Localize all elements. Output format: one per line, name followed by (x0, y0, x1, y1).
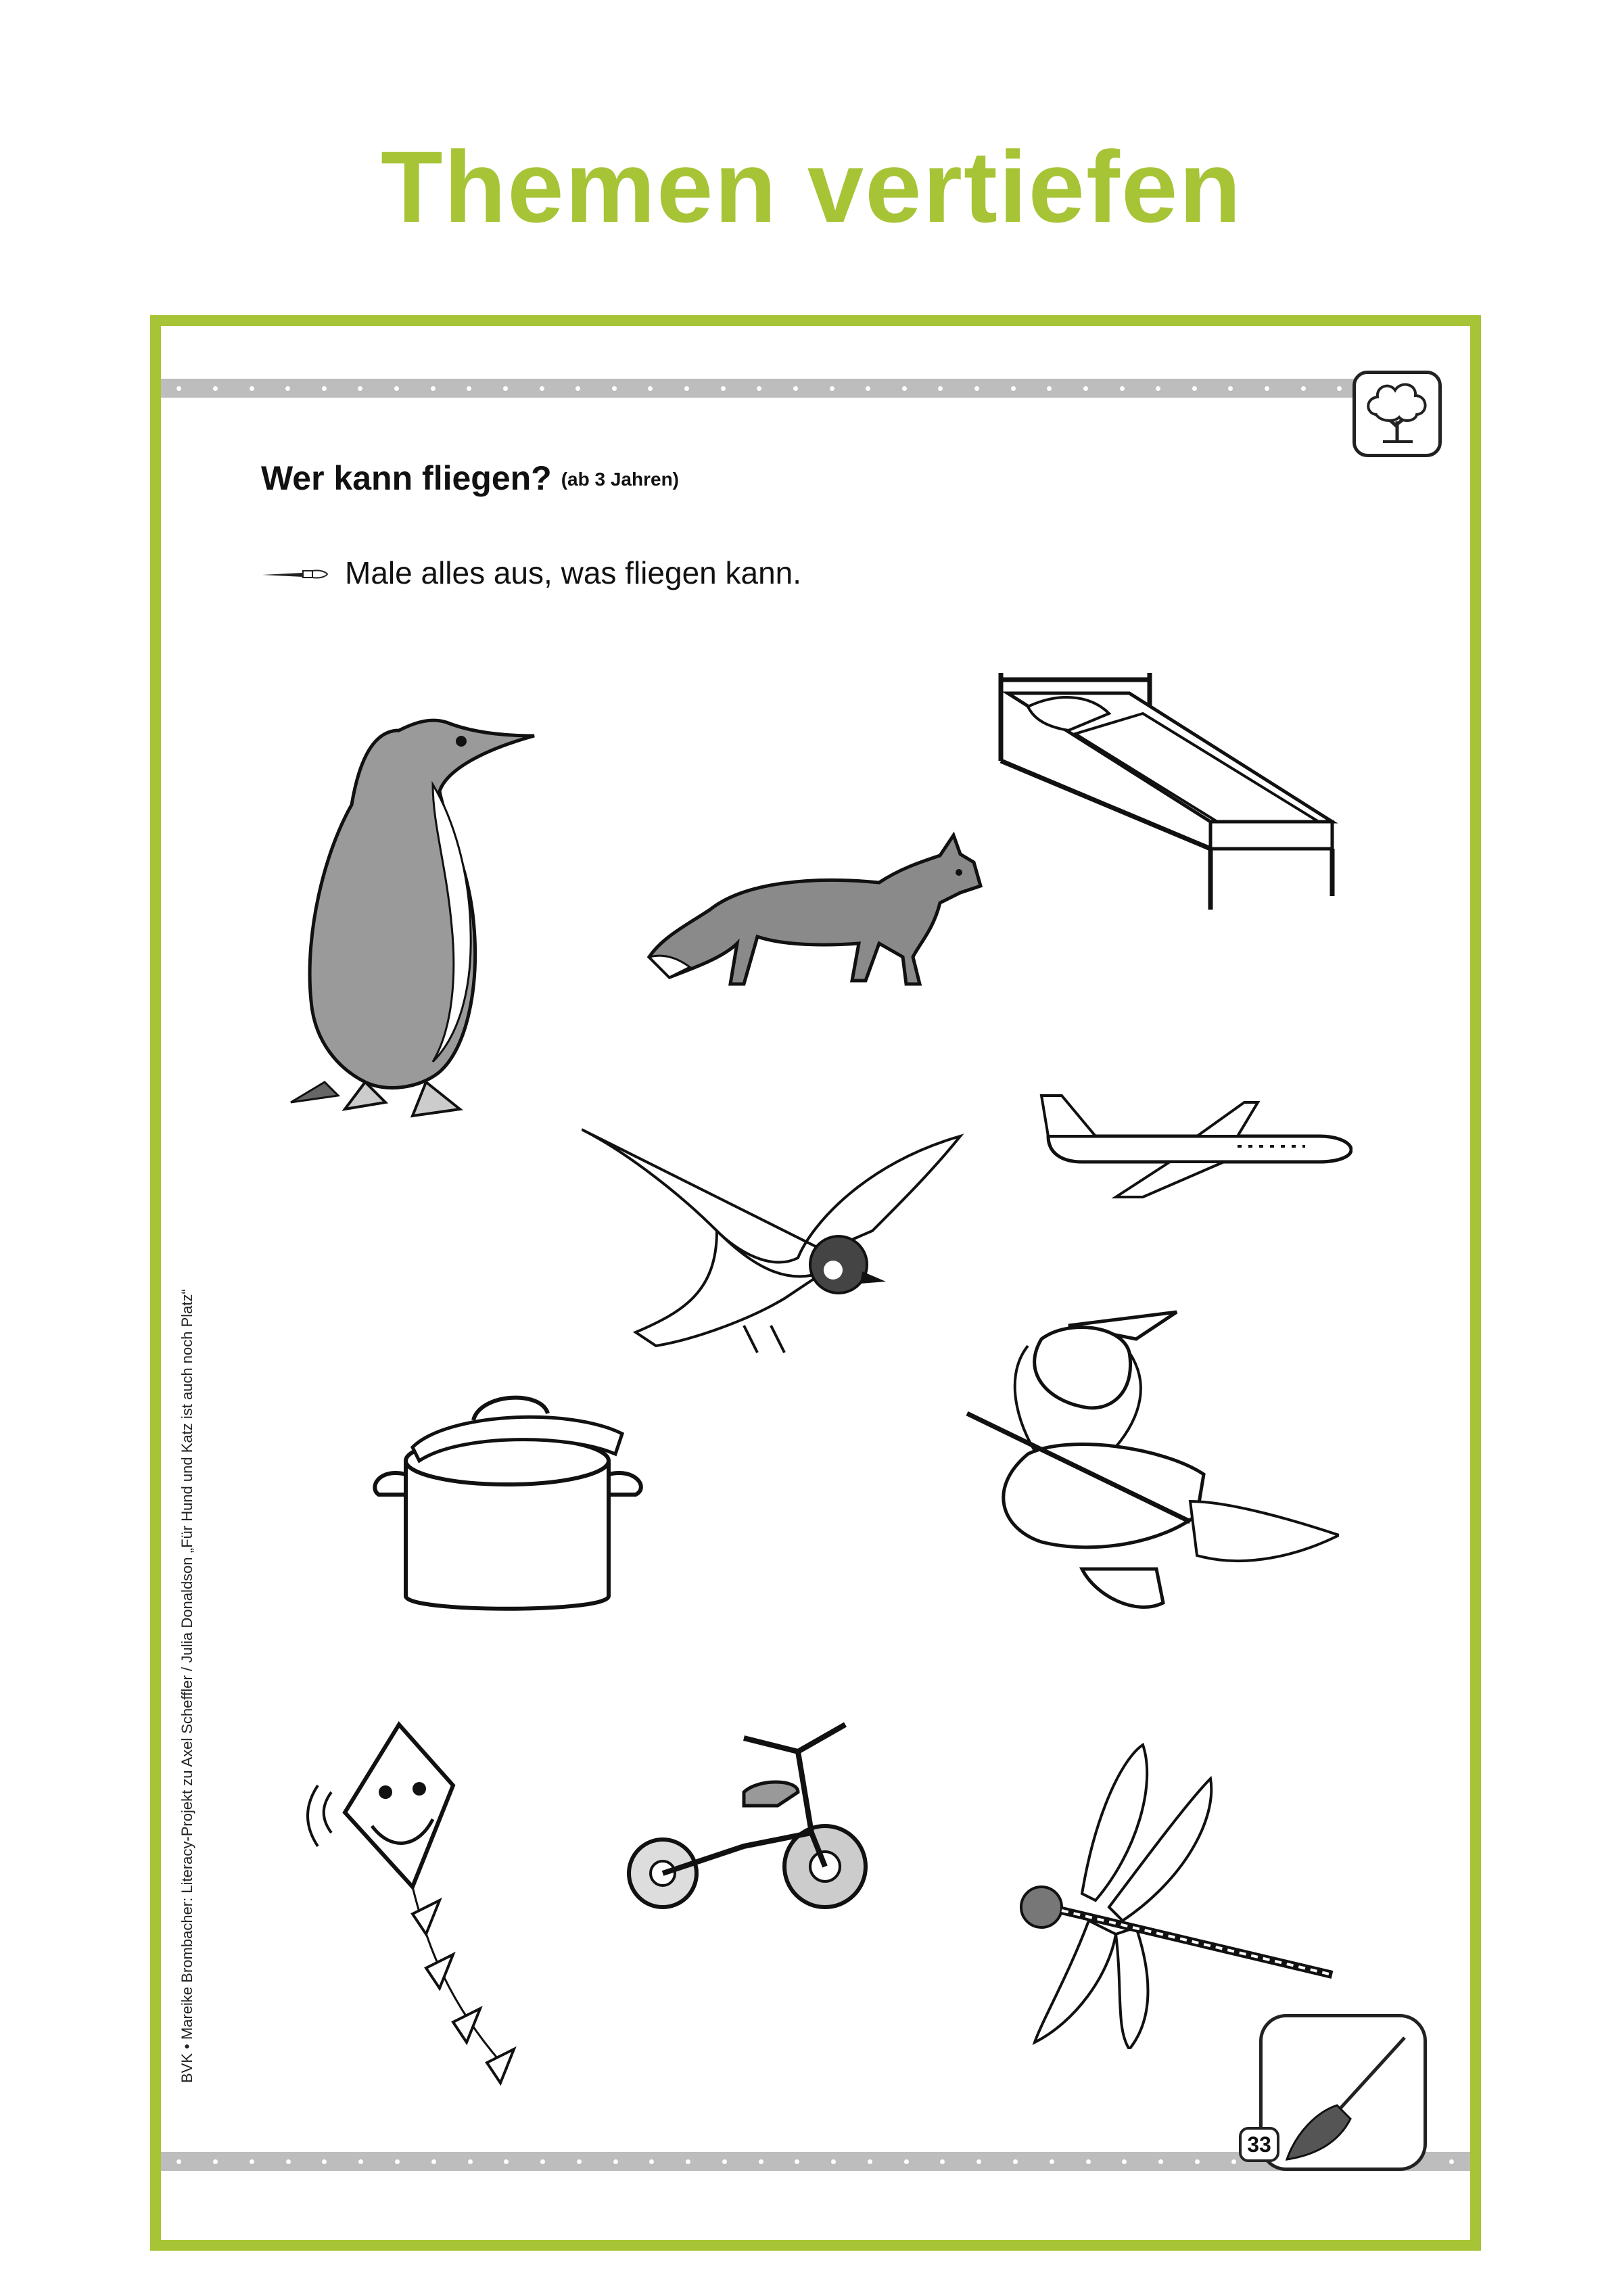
copyright-credit: BVK • Mareike Brombacher: Literacy-Projekt zu Axel Scheffler / Julia Donaldson „Für Hund und Katz ist auch noch Platz“ (179, 1289, 195, 2083)
dragonfly-illustration[interactable] (1014, 1731, 1339, 2049)
tricycle-illustration[interactable] (622, 1711, 879, 1914)
bird-illustration[interactable] (582, 1123, 974, 1366)
page-number: 33 (1239, 2127, 1279, 2162)
tree-badge (1352, 371, 1442, 457)
title-text: Wer kann fliegen? (261, 459, 552, 497)
tree-icon (1356, 374, 1438, 454)
top-dot-band (161, 379, 1358, 398)
witch-on-broom-illustration[interactable] (960, 1298, 1339, 1650)
penguin-illustration[interactable] (277, 703, 541, 1123)
broom-badge (1259, 2014, 1427, 2171)
fox-illustration[interactable] (636, 822, 994, 998)
cooking-pot-illustration[interactable] (365, 1393, 669, 1623)
page-heading: Themen vertiefen (380, 130, 1243, 243)
kite-illustration[interactable] (304, 1718, 575, 2096)
paintbrush-icon (261, 563, 329, 583)
airplane-illustration[interactable] (1035, 1089, 1352, 1204)
instruction-text: Male alles aus, was fliegen kann. (345, 555, 802, 590)
worksheet-title (261, 459, 679, 498)
bed-illustration[interactable] (987, 666, 1352, 923)
broom-icon (1263, 2017, 1424, 2168)
age-note: (ab 3 Jahren) (561, 469, 679, 490)
instruction (261, 555, 801, 591)
